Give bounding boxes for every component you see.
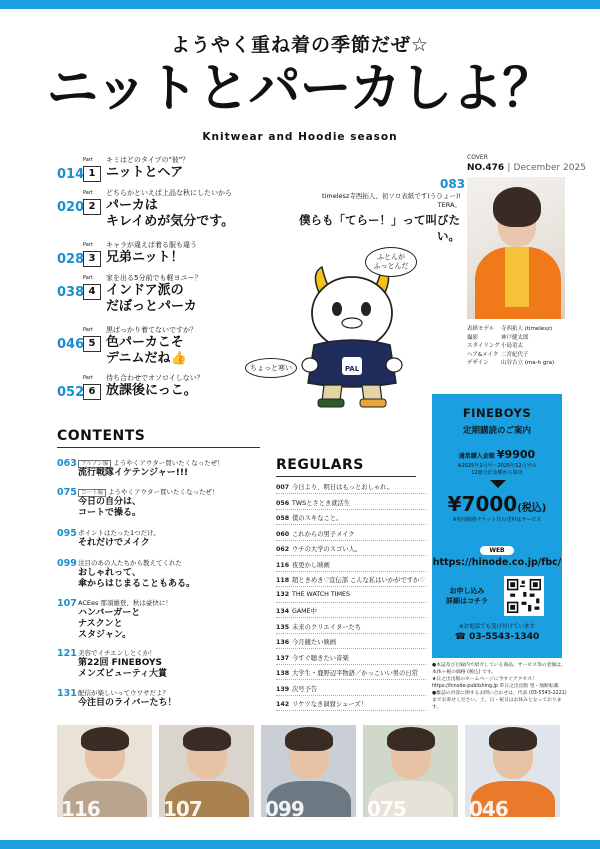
regular-price-label: 通常購入金額 [458, 453, 495, 460]
regulars-page-number[interactable]: 138 [276, 670, 290, 677]
regulars-row-divider [276, 509, 426, 510]
thumbnail-photo[interactable] [261, 725, 356, 817]
credit-role: 撮影 [467, 334, 479, 341]
cover-subtitle: ようやく重ね着の季節だぜ☆ [170, 34, 430, 56]
regulars-page-number[interactable]: 007 [276, 484, 290, 491]
regulars-title: 今すぐ聴きたい音楽 [292, 654, 349, 662]
part-entry[interactable] [57, 273, 267, 314]
contents-lead [78, 648, 156, 657]
feature-page-number[interactable]: 083 [440, 177, 466, 191]
credit-role: デザイン [467, 360, 489, 366]
photo-hair [183, 727, 231, 751]
contents-title: 今日の自分は、 コートで操る。 [78, 497, 142, 518]
regulars-page-number[interactable]: 137 [276, 654, 290, 662]
regulars-title: 僕のスキなこと。 [292, 515, 343, 522]
regulars-item[interactable] [276, 591, 426, 598]
credit-name: 小島竜太 [501, 343, 524, 349]
contents-title: それだけでメイク [78, 538, 150, 548]
contents-lead [78, 598, 172, 607]
regulars-page-number[interactable]: 118 [276, 577, 290, 584]
subscription-price [432, 492, 562, 516]
regulars-title: 夜更かし映画 [292, 561, 330, 569]
contents-lead [78, 458, 224, 467]
regulars-title: リケツなき洞窟シューズ！ [292, 701, 367, 708]
regulars-row-divider [276, 540, 426, 541]
regulars-title: 今月観たい映画 [292, 639, 337, 646]
phone-number[interactable]: ☎ 03-5543-1340 [454, 632, 540, 642]
part-page-number[interactable]: 052 [57, 385, 85, 400]
regulars-row-divider [276, 586, 426, 587]
thumbnail-photo[interactable] [159, 725, 254, 817]
contents-title: おしゃれって、 傘からはじまることもある。 [78, 568, 196, 589]
apply-text: お申し込み 詳細はコチラ [446, 587, 488, 605]
part-label: Part [83, 375, 93, 381]
credit-role: スタイリング [467, 343, 500, 349]
bottom-stripe [0, 840, 600, 849]
regulars-item[interactable] [276, 575, 426, 584]
part-label: Part [83, 275, 93, 281]
issue-date: December 2025 [513, 163, 586, 173]
part-entry[interactable] [57, 155, 267, 191]
contents-page-number[interactable]: 095 [57, 528, 77, 539]
mascot-illustration [292, 265, 412, 415]
cover-label: COVER [467, 154, 488, 161]
regulars-row-divider [276, 602, 426, 603]
part-number-box: 3 [83, 251, 101, 267]
subscription-title: 定期購読のご案内 [462, 426, 531, 436]
regulars-page-number[interactable]: 116 [276, 561, 290, 569]
subscription-url-link[interactable]: https://hinode.co.jp/fbc/ [432, 557, 562, 568]
credit-row [467, 342, 554, 351]
photo-page-number: 107 [163, 797, 202, 817]
credit-name: 神戸健太郎 [501, 334, 529, 341]
credit-role: 表紙モデル [467, 326, 495, 332]
regulars-row-divider [276, 571, 426, 572]
regulars-page-number[interactable]: 058 [276, 515, 290, 522]
part-label: Part [83, 190, 93, 196]
regulars-item[interactable] [276, 699, 426, 708]
mascot-speech-bubble-2: ちょっと寒い [245, 358, 297, 378]
part-label: Part [83, 157, 93, 163]
regulars-item[interactable] [276, 513, 426, 522]
part-label: Part [83, 327, 93, 333]
contents-tag: コート編 [78, 489, 106, 497]
part-lead: 家を出る5分前でも軽ヨユー？ [106, 274, 202, 282]
photo-page-number: 099 [265, 797, 304, 817]
mascot-sweater-text: PAL [344, 365, 360, 373]
part-lead: 待ち合わせでオソロイしない？ [106, 374, 204, 382]
subscription-box [432, 394, 562, 658]
credit-name: 二宮紀代子 [501, 351, 529, 358]
contents-lead-text: 美容でイチエンしとくか！ [78, 649, 156, 657]
regulars-item[interactable] [276, 622, 426, 631]
photo-hair [387, 727, 435, 751]
regulars-title: 未来のクリエイターたち [292, 623, 362, 631]
regulars-title: 大学生・鹿野辺平物語／かっこいい男の日常 [292, 670, 418, 677]
contents-divider [57, 447, 260, 448]
regulars-row-divider [276, 633, 426, 634]
regulars-item[interactable] [276, 668, 426, 677]
regulars-page-number[interactable]: 142 [276, 701, 290, 708]
regulars-item[interactable] [276, 606, 426, 615]
part-title: 兄弟ニット！ [106, 250, 184, 265]
contents-title: 今注目のライバーたち！ [78, 698, 177, 708]
regular-price-value: ¥9900 [496, 448, 536, 461]
credit-row [467, 334, 554, 343]
contents-tag: ブルゾン編 [78, 460, 111, 468]
part-page-number[interactable]: 046 [57, 337, 85, 352]
part-entry[interactable] [57, 188, 267, 229]
subscription-brand: FINEBOYS [462, 406, 532, 420]
regulars-page-number[interactable]: 132 [276, 590, 290, 598]
contents-page-number[interactable]: 107 [57, 598, 77, 609]
photo-hair [489, 727, 537, 751]
regulars-page-number[interactable]: 060 [276, 530, 290, 538]
part-page-number[interactable]: 028 [57, 252, 85, 267]
regulars-item[interactable] [276, 529, 426, 538]
phone-note: ※お電話でも受け付けています [458, 624, 536, 630]
photo-page-number: 116 [61, 797, 100, 817]
credit-name: 山谷吉立 (ma-h gra) [501, 360, 555, 366]
mascot-speech-bubble-1: ふとんが ふっとんだ [365, 247, 417, 277]
regulars-title: これからの男子メイク [292, 530, 355, 538]
contents-lead [78, 487, 218, 496]
top-stripe [0, 0, 600, 9]
credit-row [467, 359, 554, 368]
contents-lead [78, 528, 160, 537]
regulars-item[interactable] [276, 637, 426, 646]
contents-title: ハンバーガーと ナスクンと スタジャン。 [78, 608, 141, 640]
regulars-row-divider [276, 524, 426, 525]
contents-page-number[interactable]: 121 [57, 648, 77, 659]
contents-heading: CONTENTS [57, 428, 146, 444]
part-page-number[interactable]: 014 [57, 167, 85, 182]
regulars-divider [276, 476, 416, 477]
part-label: Part [83, 242, 93, 248]
regulars-page-number[interactable]: 135 [276, 623, 290, 631]
regulars-item[interactable] [276, 684, 426, 693]
contents-page-number[interactable]: 063 [57, 458, 77, 469]
contents-lead-text: ACEes 那須雄登、秋は豪快に！ [78, 599, 172, 607]
regulars-item[interactable] [276, 560, 426, 569]
contents-page-number[interactable]: 131 [57, 688, 77, 699]
fine-print: ●本誌及び目録内で紹介している商品、サービス等の金額は、本体＋税の価格 (税込) です。 ★日之出出版のホームページに今すぐアクセス！ https://hinode-publishing.jp ©日之出出版 望・無断転載 ●雑誌の内容に関するお問い合わせは、代表 (03-5543-2221) までお寄せください。土、日・祝日はお休みとなっております。 [432, 663, 567, 710]
part-lead: キャラが違えば着る服も違う [106, 241, 197, 249]
regulars-row-divider [276, 617, 426, 618]
regulars-row-divider [276, 493, 426, 494]
contents-title: 流行戦隊イケテンジャー!!! [78, 468, 189, 478]
photo-hair [81, 727, 129, 751]
regulars-title: 超ときめき♡宣伝部 こんな私はいかがですか♡ [292, 577, 425, 584]
part-title: ニットとヘア [106, 165, 184, 180]
credit-role: ヘア&メイク [467, 351, 499, 358]
regulars-page-number[interactable]: 062 [276, 546, 290, 553]
regulars-row-divider [276, 648, 426, 649]
part-title: 放課後にっこ。 [106, 383, 197, 398]
photo-page-number: 046 [469, 797, 508, 817]
regulars-page-number[interactable]: 056 [276, 499, 290, 507]
part-entry[interactable] [57, 240, 267, 276]
regulars-item[interactable] [276, 653, 426, 662]
regulars-page-number[interactable]: 139 [276, 685, 290, 693]
regulars-heading: REGULARS [276, 457, 364, 473]
part-lead: 黒ばっかり着てないですか？ [106, 326, 197, 334]
english-title: Knitwear and Hoodie season [202, 131, 398, 143]
part-entry[interactable] [57, 373, 267, 409]
page-title: ニットとパーカしよ？ [46, 59, 554, 119]
web-badge: WEB [480, 546, 514, 555]
regulars-title: 次号予告 [292, 685, 318, 693]
down-arrow-icon [490, 480, 506, 488]
regulars-row-divider [276, 555, 426, 556]
part-lead: どちらかといえば上品な秋にしたいから [106, 189, 232, 197]
regular-price [432, 448, 562, 461]
regulars-row-divider [276, 710, 426, 711]
qr-code-icon[interactable] [504, 576, 544, 616]
regulars-title: THE WATCH TIMES [292, 590, 350, 598]
regulars-row-divider [276, 695, 426, 696]
regulars-page-number[interactable]: 134 [276, 608, 290, 615]
photo-page-number: 075 [367, 797, 406, 817]
part-number-box: 1 [83, 166, 101, 182]
regular-price-note: ※2025年1月号〜2025年12月号の 12冊合計金額から算出 [457, 463, 537, 476]
issue-info [467, 163, 586, 173]
regulars-row-divider [276, 679, 426, 680]
contents-lead-text: ようやくアウター買いたくなったぜ！ [113, 459, 224, 467]
part-title: インドア派の だぼっとパーカ [106, 283, 197, 314]
contents-lead-text: ようやくアウター買いたくなったぜ！ [108, 488, 219, 496]
thumbnail-photo[interactable] [363, 725, 458, 817]
contents-lead-text: 配信が楽しいってウワサだよ？ [78, 689, 169, 697]
part-page-number[interactable]: 038 [57, 285, 85, 300]
regulars-title: GAME中 [292, 608, 317, 615]
contents-lead [78, 558, 182, 567]
bottom-photo-strip [57, 725, 587, 817]
regulars-item[interactable] [276, 482, 426, 491]
regulars-title: ウチの大学のスゴい人。 [292, 546, 362, 553]
regulars-row-divider [276, 664, 426, 665]
credit-row [467, 351, 554, 360]
subscription-price-value: ¥7000 [447, 492, 518, 516]
cover-model-photo [467, 177, 565, 319]
contents-page-number[interactable]: 099 [57, 558, 77, 569]
part-entry[interactable] [57, 325, 267, 366]
contents-page-number[interactable]: 075 [57, 487, 77, 498]
subscription-price-suffix: (税込) [517, 503, 547, 514]
contents-lead [78, 688, 169, 697]
part-number-box: 4 [83, 284, 101, 300]
contents-title: 第22回 FINEBOYS メンズビューティ大賞 [78, 658, 168, 679]
subscription-note: ※特別価格チケット代の送料はサービス [452, 517, 542, 523]
regulars-item[interactable] [276, 544, 426, 553]
part-page-number[interactable]: 020 [57, 200, 85, 215]
contents-lead-text: ポイントはたった1つだけ。 [78, 529, 160, 537]
contents-lead-text: 注目のあの人たちから教えてくれた [78, 559, 182, 567]
issue-separator: | [507, 163, 511, 173]
feature-lead: timelesz寺西拓人、初ソロ表紙です(うひょー)! TERA。 [322, 192, 461, 209]
regulars-page-number[interactable]: 136 [276, 639, 290, 646]
part-number-box: 5 [83, 336, 101, 352]
photo-hair [285, 727, 333, 751]
issue-number: NO.476 [467, 163, 505, 173]
regulars-title: TWSとさとき就活生 [292, 499, 351, 507]
part-title: パーカは キレイめが気分です。 [106, 198, 235, 229]
part-lead: キミはどのタイプの"彼"？ [106, 156, 190, 164]
feature-title[interactable]: 僕らも「てらー！」って叫びたい。 [299, 213, 460, 243]
part-number-box: 2 [83, 199, 101, 215]
cover-credits [467, 325, 554, 368]
regulars-title: 今日より、明日はもっとおしゃれ。 [292, 484, 394, 491]
credit-name: 寺西拓人 (timelesz) [501, 326, 553, 332]
thumbnail-photo[interactable] [465, 725, 560, 817]
regulars-item[interactable] [276, 498, 426, 507]
part-number-box: 6 [83, 384, 101, 400]
part-title: 色パーカこそ デニムだね👍 [106, 335, 187, 366]
thumbnail-photo[interactable] [57, 725, 152, 817]
credit-row [467, 325, 554, 334]
